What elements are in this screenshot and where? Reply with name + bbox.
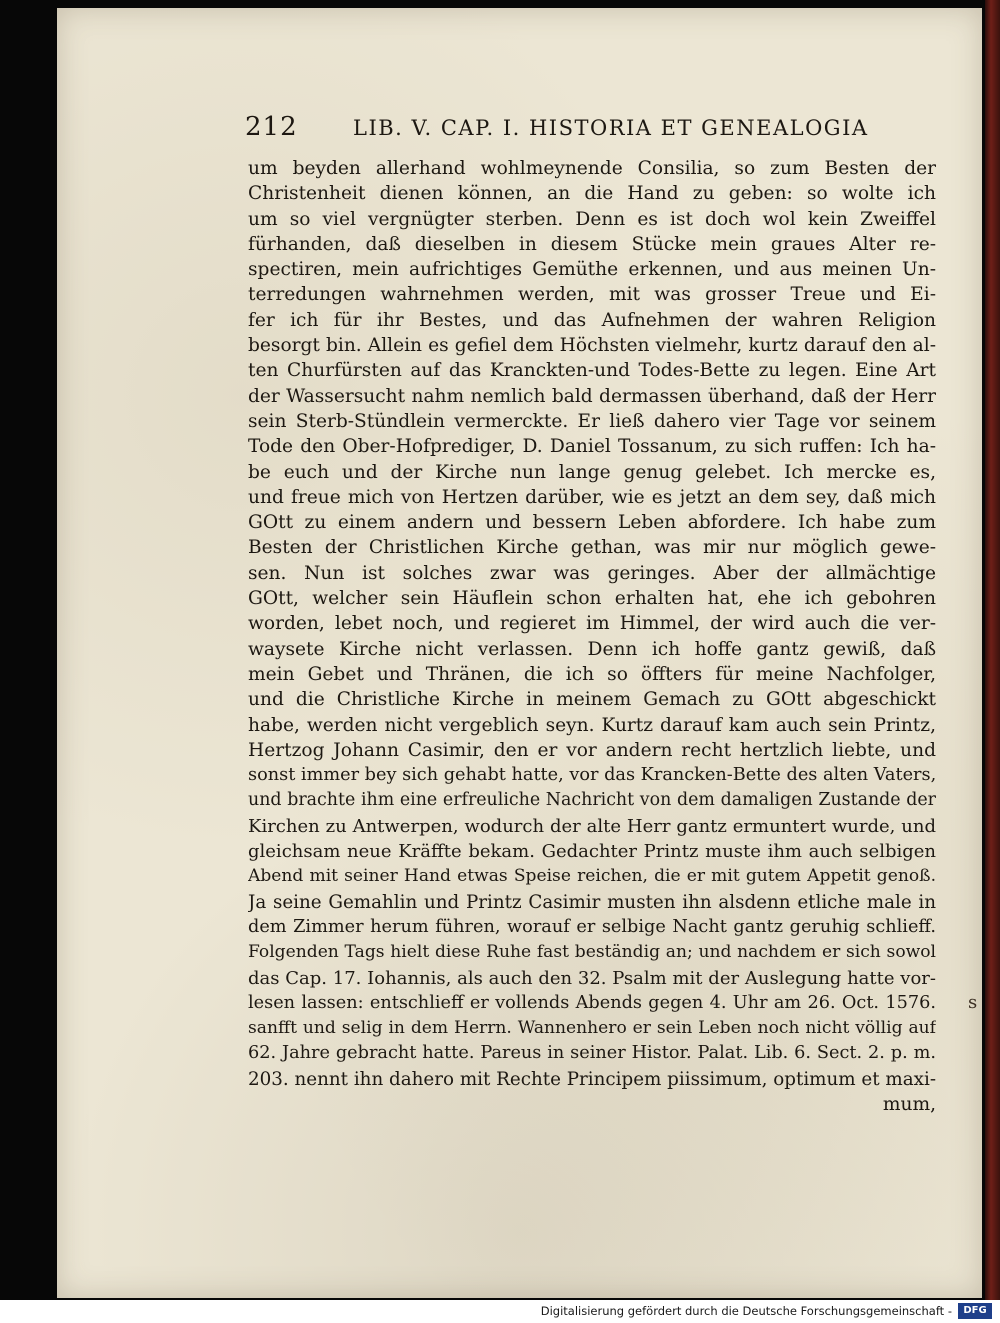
page-header (245, 112, 935, 148)
text-line: um beyden allerhand wohlmeynende Consilia, so zum Besten der (248, 158, 936, 179)
text-line: fürhanden, daß dieselben in diesem Stücke mein graues Alter re- (248, 233, 936, 255)
text-line: Hertzog Johann Casimir, den er vor andern recht hertzlich liebte, und (248, 739, 936, 761)
text-line: sanfft und selig in dem Herrn. Wannenhero er sein Leben noch nicht völlig auf (248, 1018, 936, 1039)
text-line: und die Christliche Kirche in meinem Gemach zu GOtt abgeschickt (248, 689, 936, 711)
body-text (248, 156, 936, 1117)
text-line: das Cap. 17. Iohannis, als auch den 32. Psalm mit der Auslegung hatte vor- (248, 967, 936, 989)
dfg-logo: DFG (958, 1303, 992, 1319)
text-line: worden, lebet noch, und regieret im Himmel, der wird auch die ver- (248, 613, 936, 635)
text-line: Besten der Christlichen Kirche gethan, was mir nur möglich gewe- (248, 537, 936, 559)
book-binding-edge (985, 0, 1000, 1300)
running-title: LIB. V. CAP. I. HISTORIA ET GENEALOGIA (353, 116, 869, 140)
text-line: Kirchen zu Antwerpen, wodurch der alte Herr gantz ermuntert wurde, und (248, 815, 936, 837)
text-line: besorgt bin. Allein es gefiel dem Höchsten vielmehr, kurtz darauf den al- (248, 335, 936, 357)
text-line: sen. Nun ist solches zwar was geringes. Aber der allmächtige (248, 562, 936, 584)
text-line: der Wassersucht nahm nemlich bald dermassen überhand, daß der Herr (248, 385, 936, 407)
text-line: GOtt zu einem andern und bessern Leben abfordere. Ich habe zum (248, 512, 936, 534)
text-line: dem Zimmer herum führen, worauf er selbige Nacht gantz geruhig schlieff. (248, 916, 936, 937)
text-line: gleichsam neue Kräffte bekam. Gedachter Printz muste ihm auch selbigen (248, 841, 936, 863)
text-line: Folgenden Tags hielt diese Ruhe fast beständig an; und nachdem er sich sowol (248, 942, 936, 963)
text-line: und freue mich von Hertzen darüber, wie es jetzt an dem sey, daß mich (248, 486, 936, 508)
text-line: spectiren, mein aufrichtiges Gemüthe erkennen, und aus meinen Un- (248, 259, 936, 281)
text-line: Tode den Ober-Hofprediger, D. Daniel Tossanum, zu sich ruffen: Ich ha- (248, 436, 936, 458)
text-line: Abend mit seiner Hand etwas Speise reichen, die er mit gutem Appetit genoß. (248, 866, 936, 887)
text-line: sein Sterb-Stündlein vermerckte. Er ließ dahero vier Tage vor seinem (248, 410, 936, 432)
footer-bar (0, 1300, 1000, 1323)
dfg-credit-text: Digitalisierung gefördert durch die Deutsche Forschungsgemeinschaft - (540, 1304, 952, 1318)
text-line: sonst immer bey sich gehabt hatte, vor das Krancken-Bette des alten Vaters, (248, 765, 936, 786)
text-line: mein Gebet und Thränen, die ich so öffters für meine Nachfolger, (248, 663, 936, 685)
text-line: terredungen wahrnehmen werden, mit was grosser Treue und Ei- (248, 284, 936, 306)
text-line: Ja seine Gemahlin und Printz Casimir musten ihn alsdenn etliche male in (248, 891, 936, 913)
text-line: fer ich für ihr Bestes, und das Aufnehmen der wahren Religion (248, 309, 936, 331)
text-line: Christenheit dienen können, an die Hand zu geben: so wolte ich (248, 183, 936, 205)
text-line: GOtt, welcher sein Häuflein schon erhalten hat, ehe ich gebohren (248, 588, 936, 610)
text-line: lesen lassen: entschlieff er vollends Abends gegen 4. Uhr am 26. Oct. 1576. (248, 992, 936, 1013)
text-line: 203. nennt ihn dahero mit Rechte Principem piissimum, optimum et maxi- (248, 1068, 936, 1090)
page-number: 212 (245, 112, 298, 142)
text-line: mum, (882, 1093, 936, 1115)
text-line: um so viel vergnügter sterben. Denn es ist doch wol kein Zweiffel (248, 208, 936, 230)
text-line: ten Churfürsten auf das Kranckten-und Todes-Bette zu legen. Eine Art (248, 360, 936, 382)
text-line: waysete Kirche nicht verlassen. Denn ich hoffe gantz gewiß, daß (248, 638, 936, 660)
text-line: be euch und der Kirche nun lange genug gelebet. Ich mercke es, (248, 461, 936, 483)
text-line: und brachte ihm eine erfreuliche Nachricht von dem damaligen Zustande der (248, 790, 936, 811)
text-line: habe, werden nicht vergeblich seyn. Kurtz darauf kam auch sein Printz, (248, 714, 936, 736)
text-line: 62. Jahre gebracht hatte. Pareus in seiner Histor. Palat. Lib. 6. Sect. 2. p. m. (248, 1043, 936, 1064)
margin-mark: s (968, 992, 978, 1013)
